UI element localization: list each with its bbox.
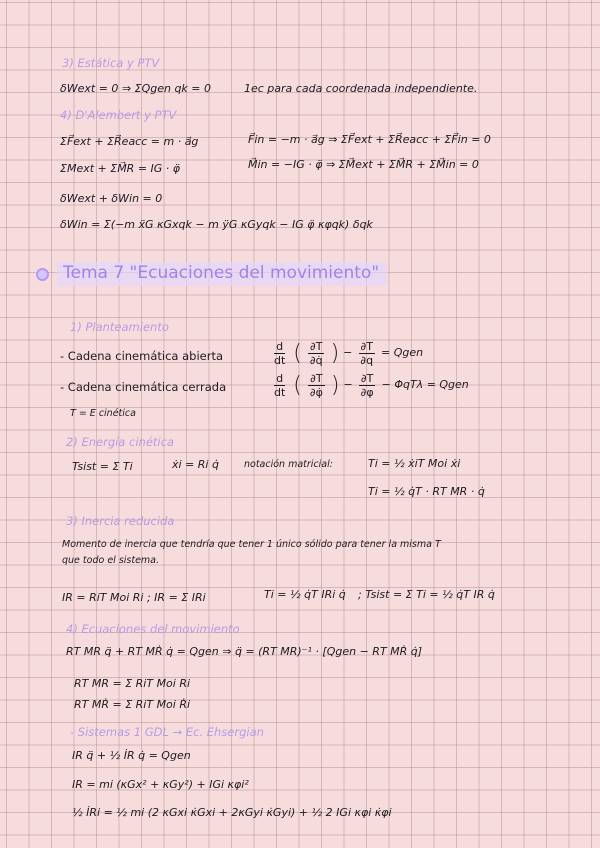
equation-ti-ir: Ti = ½ q̇T IRi q̇: [264, 588, 346, 601]
equation-tsist-ir: ; Tsist = Σ Ti = ½ q̇T IR q̇: [358, 588, 495, 601]
heading-energia-cinetica: 2) Energía cinética: [66, 435, 174, 449]
heading-dalembert-ptv: 4) D'Alembert y PTV: [60, 108, 177, 122]
text-inercia-definition-2: que todo el sistema.: [62, 555, 160, 566]
heading-ecuaciones-movimiento: 4) Ecuaciones del movimiento: [66, 622, 240, 636]
label-cadena-abierta: - Cadena cinemática abierta: [60, 349, 224, 363]
tema-7-title: [36, 262, 408, 286]
heading-planteamiento: 1) Planteamiento: [70, 320, 169, 334]
fraction-d-dt: $\frac{d}{dt}$: [274, 340, 286, 368]
fraction-d-dt: $\frac{d}{dt}$: [274, 372, 286, 400]
equation-ir-derivative: ½ İRi = ½ mi (2 κGxi κ̇Gxi + 2κGyi κ̇Gyi) + ½ 2 IGi κφi κ̇φi: [72, 806, 392, 819]
bullet-circle-icon: [36, 268, 49, 281]
equation-ti-generalized: Ti = ½ q̇T · RT MR · q̇: [368, 485, 485, 498]
kinetic-energy-definition: T = E cinética: [70, 408, 136, 419]
equation-moments-euler: ΣMext + ΣM⃗R = IG · φ̈: [60, 162, 181, 175]
equation-tsist-sum: Tsist = Σ Ti: [72, 460, 133, 473]
equation-forces-newton: ΣF⃗ext + ΣR⃗eacc = m · a⃗g: [60, 135, 199, 148]
equation-ir-expansion: IR = mi (κGx² + κGy²) + IGi κφi²: [72, 778, 249, 791]
equation-rtmr-sum: RT MR = Σ RiT Moi Ri: [74, 677, 191, 690]
equation-inertial-forces: F⃗in = −m · a⃗g ⇒ ΣF⃗ext + ΣR⃗eacc + ΣF⃗in = 0: [248, 133, 491, 146]
equation-xdot-ri: ẋi = Ri q̇: [172, 458, 219, 471]
equation-wext-zero: δWext = 0 ⇒ ΣQgen qk = 0: [60, 82, 212, 95]
equation-inertial-moments: M⃗in = −IG · φ̈ ⇒ ΣM⃗ext + ΣM⃗R + ΣM⃗in = 0: [248, 158, 479, 171]
equation-rtmrdot-sum: RT MṘ = Σ RiT Moi Ṙi: [74, 698, 191, 711]
fraction-dT-dqdot: $\frac{\partial T}{\partial q̇}$: [309, 340, 323, 368]
fraction-dT-dphi: $\frac{\partial T}{\partial\varphi}$: [360, 372, 374, 400]
qgen-rhs: = Qgen: [381, 346, 424, 360]
note-per-coordinate: 1ec para cada coordenada independiente.: [244, 82, 478, 95]
tema-7-title-text: Tema 7 "Ecuaciones del movimiento": [57, 262, 387, 286]
fraction-dT-dq: $\frac{\partial T}{\partial q}$: [360, 340, 374, 368]
label-cadena-cerrada: - Cadena cinemática cerrada: [60, 380, 227, 394]
note-notacion-matricial: notación matricial:: [244, 459, 333, 470]
lagrange-closed-chain-equation: $\frac{d}{dt}$ ( $\frac{\partial T}{\partial\varphi̇}$ ) − $\frac{\partial T}{\partial\varphi}$ − ΦqTλ = Qgen: [274, 372, 469, 400]
lagrange-open-chain-equation: $\frac{d}{dt}$ ( $\frac{\partial T}{\partial q̇}$ ) − $\frac{\partial T}{\partial q}$ = Qgen: [274, 340, 424, 368]
heading-sistemas-1gdl: - Sistemas 1 GDL → Ec. Ehsergian: [70, 725, 264, 739]
equation-inertial-virtual-work: δWin = Σ(−m ẍG κGxqk − m ÿG κGyqk − IG φ̈ κφqk) δqk: [60, 218, 373, 231]
equation-ti-velocities: Ti = ½ ẋiT Moi ẋi: [368, 457, 461, 470]
equation-ehsergian: IR q̈ + ½ İR q̇ = Qgen: [72, 749, 191, 762]
text-inercia-definition-1: Momento de inercia que tendría que tener 1 único sólido para tener la misma T: [62, 539, 441, 550]
equation-virtual-work: δWext + δWin = 0: [60, 192, 163, 205]
heading-estatica-ptv: 3) Estática y PTV: [62, 56, 160, 70]
heading-inercia-reducida: 3) Inercia reducida: [66, 514, 175, 528]
equation-motion-main: RT MR q̈ + RT MṘ q̇ = Qgen ⇒ q̈ = (RT MR)⁻¹ · [Qgen − RT MṘ q̇]: [66, 645, 423, 658]
equation-ir: IR = RiT Moi Ri ; IR = Σ IRi: [62, 591, 206, 604]
lambda-qgen-rhs: − ΦqTλ = Qgen: [381, 378, 469, 392]
fraction-dT-dphidot: $\frac{\partial T}{\partial\varphi̇}$: [309, 372, 323, 400]
